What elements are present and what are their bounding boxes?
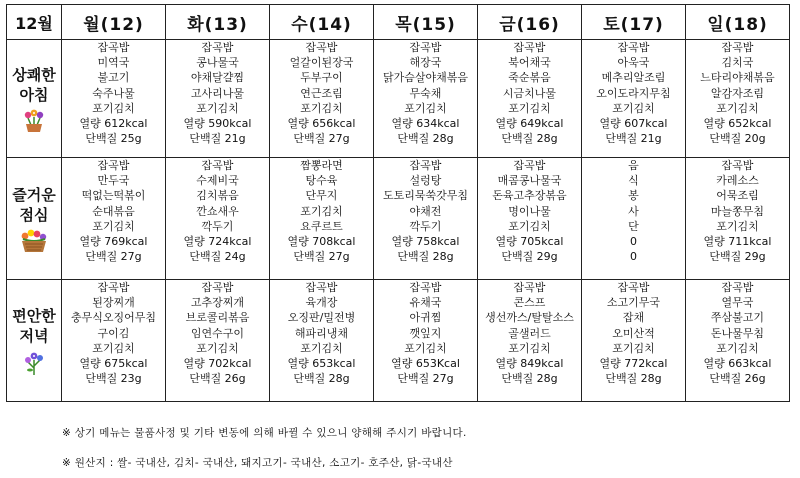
menu-item: 단백질 28g [397, 132, 454, 146]
menu-item: 0 [630, 235, 637, 249]
menu-item: 열량 849kcal [495, 357, 564, 371]
menu-item: 불고기 [97, 71, 130, 85]
day-header-wed: 수(14) [270, 5, 374, 40]
menu-item: 잡곡밥 [721, 281, 754, 294]
menu-item: 아욱국 [617, 56, 650, 70]
menu-cell-breakfast-thu [374, 40, 478, 158]
menu-item: 열량 612kcal [79, 117, 148, 131]
menu-item: 단백질 26g [709, 372, 766, 386]
menu-item: 열량 702kcal [183, 357, 252, 371]
menu-item: 포기김치 [508, 219, 551, 233]
weekly-menu-table [6, 4, 790, 402]
menu-item: 탕수육 [305, 174, 338, 188]
menu-cell-lunch-sat [582, 158, 686, 280]
menu-item: 포기김치 [196, 341, 239, 355]
menu-item: 잡곡밥 [617, 281, 650, 294]
menu-item: 잡곡밥 [97, 281, 130, 294]
menu-item: 브로콜리볶음 [185, 311, 250, 325]
menu-item: 포기김치 [300, 204, 343, 218]
menu-item: 미역국 [97, 56, 130, 70]
menu-item: 알감자조림 [710, 86, 765, 100]
menu-item: 깍두기 [201, 219, 234, 233]
menu-item: 열량 653Kcal [391, 357, 460, 371]
meal-row-dinner [7, 280, 790, 402]
menu-cell-breakfast-fri [478, 40, 582, 158]
day-header-fri: 금(16) [478, 5, 582, 40]
menu-cell-lunch-tue [166, 158, 270, 280]
menu-item: 연근조림 [300, 86, 343, 100]
menu-item: 단백질 25g [85, 132, 142, 146]
menu-item: 떡없는떡볶이 [81, 189, 146, 203]
menu-item: 어묵조림 [716, 189, 759, 203]
meal-label-dinner [7, 280, 62, 402]
menu-item: 두부구이 [300, 71, 343, 85]
menu-item: 포기김치 [508, 341, 551, 355]
menu-item: 열량 708kcal [287, 235, 356, 249]
menu-item: 잡곡밥 [305, 281, 338, 294]
menu-cell-lunch-mon [62, 158, 166, 280]
meal-label-line: 저녁 [19, 326, 49, 345]
menu-item: 포기김치 [716, 101, 759, 115]
menu-item: 잡곡밥 [409, 41, 442, 54]
menu-item: 마늘쫑무침 [710, 204, 765, 218]
menu-item: 닭가슴살야채볶음 [382, 71, 468, 85]
menu-item: 깍두기 [409, 219, 442, 233]
menu-item: 단무지 [305, 189, 338, 203]
menu-item: 카레소스 [716, 174, 759, 188]
menu-item: 잡곡밥 [721, 159, 754, 172]
menu-item: 포기김치 [92, 219, 135, 233]
menu-item: 야채전 [409, 204, 442, 218]
menu-item: 잡곡밥 [201, 41, 234, 54]
menu-item: 열무국 [721, 296, 754, 310]
menu-cell-breakfast-sat [582, 40, 686, 158]
menu-cell-breakfast-sun [686, 40, 790, 158]
menu-item: 도토리묵쑥갓무침 [382, 189, 468, 203]
menu-item: 포기김치 [300, 101, 343, 115]
menu-item: 단백질 23g [85, 372, 142, 386]
flower-pot-icon [7, 107, 61, 133]
meal-row-breakfast [7, 40, 790, 158]
menu-item: 해장국 [409, 56, 442, 70]
meal-label-line: 편안한 [12, 306, 56, 325]
menu-item: 포기김치 [404, 101, 447, 115]
menu-item: 만두국 [97, 174, 130, 188]
menu-item: 잡곡밥 [201, 159, 234, 172]
menu-cell-breakfast-tue [166, 40, 270, 158]
menu-item: 육개장 [305, 296, 338, 310]
menu-item: 임연수구이 [190, 326, 245, 340]
menu-item: 포기김치 [716, 219, 759, 233]
menu-item: 열량 590kcal [183, 117, 252, 131]
menu-item: 돈나물무침 [710, 326, 765, 340]
menu-item: 북어채국 [508, 56, 551, 70]
menu-item: 콘스프 [513, 296, 546, 310]
menu-item: 열량 772kcal [599, 357, 668, 371]
day-header-sun: 일(18) [686, 5, 790, 40]
menu-item: 단백질 29g [501, 250, 558, 264]
menu-item: 포기김치 [716, 341, 759, 355]
menu-item: 열량 607kcal [599, 117, 668, 131]
menu-item: 얼갈이된장국 [289, 56, 354, 70]
menu-cell-dinner-wed [270, 280, 374, 402]
menu-item: 잡곡밥 [97, 159, 130, 172]
menu-item: 열량 653kcal [287, 357, 356, 371]
menu-item: 쭈삼불고기 [710, 311, 765, 325]
menu-item: 잡곡밥 [513, 159, 546, 172]
menu-item: 단백질 28g [605, 372, 662, 386]
menu-item: 순대볶음 [92, 204, 135, 218]
menu-item: 잡곡밥 [97, 41, 130, 54]
menu-item: 0 [630, 250, 637, 264]
menu-item: 단백질 28g [501, 372, 558, 386]
day-header-mon: 월(12) [62, 5, 166, 40]
menu-item: 깐쇼새우 [196, 204, 239, 218]
menu-item: 오미산적 [612, 326, 655, 340]
notes [62, 418, 467, 478]
menu-item: 단백질 27g [397, 372, 454, 386]
menu-item: 포기김치 [300, 341, 343, 355]
menu-cell-dinner-fri [478, 280, 582, 402]
menu-item: 포기김치 [92, 341, 135, 355]
menu-cell-breakfast-mon [62, 40, 166, 158]
menu-item: 야채달걀찜 [190, 71, 245, 85]
menu-item: 시금치나물 [502, 86, 557, 100]
menu-item: 단백질 27g [293, 132, 350, 146]
menu-item: 돈육고추장볶음 [492, 189, 567, 203]
origin-text: ※ 원산지 : 쌀- 국내산, 김치- 국내산, 돼지고기- 국내산, 소고기- 호주산, 닭-국내산 [62, 457, 453, 469]
menu-item: 짬뽕라면 [300, 159, 343, 172]
menu-item: 단 [628, 219, 639, 233]
menu-item: 단백질 21g [605, 132, 662, 146]
menu-item: 봉 [628, 189, 639, 203]
meal-label-line: 점심 [19, 205, 49, 224]
notice-text: ※ 상기 메뉴는 물품사정 및 기타 변동에 의해 바뀔 수 있으니 양해해 주시기 바랍니다. [62, 427, 467, 439]
menu-item: 단백질 28g [397, 250, 454, 264]
menu-item: 소고기무국 [606, 296, 661, 310]
menu-item: 된장찌개 [92, 296, 135, 310]
menu-item: 잡곡밥 [721, 41, 754, 54]
meal-label-lunch [7, 158, 62, 280]
menu-item: 잡곡밥 [201, 281, 234, 294]
menu-item: 단백질 26g [189, 372, 246, 386]
menu-item: 열량 649kcal [495, 117, 564, 131]
menu-cell-lunch-sun [686, 158, 790, 280]
menu-item: 고추장찌개 [190, 296, 245, 310]
menu-item: 포기김치 [612, 341, 655, 355]
menu-cell-breakfast-wed [270, 40, 374, 158]
meal-row-lunch [7, 158, 790, 280]
menu-item: 충무식오징어무침 [70, 311, 156, 325]
meal-label-breakfast [7, 40, 62, 158]
day-header-sat: 토(17) [582, 5, 686, 40]
menu-item: 깻잎지 [409, 326, 442, 340]
menu-item: 해파리냉채 [294, 326, 349, 340]
header-row [7, 5, 790, 40]
menu-item: 열량 663kcal [703, 357, 772, 371]
menu-item: 식 [628, 174, 639, 188]
menu-item: 명이나물 [508, 204, 551, 218]
menu-item: 수제비국 [196, 174, 239, 188]
menu-item: 열량 769kcal [79, 235, 148, 249]
menu-item: 잡곡밥 [513, 281, 546, 294]
menu-cell-lunch-wed [270, 158, 374, 280]
menu-item: 매콤콩나물국 [497, 174, 562, 188]
menu-cell-dinner-thu [374, 280, 478, 402]
menu-cell-dinner-sun [686, 280, 790, 402]
menu-item: 잡곡밥 [617, 41, 650, 54]
menu-item: 콩나물국 [196, 56, 239, 70]
flower-sprig-icon [7, 348, 61, 376]
menu-item: 김치볶음 [196, 189, 239, 203]
day-header-thu: 목(15) [374, 5, 478, 40]
menu-cell-dinner-sat [582, 280, 686, 402]
menu-item: 아귀찜 [409, 311, 442, 325]
menu-item: 잡곡밥 [409, 159, 442, 172]
menu-item: 김치국 [721, 56, 754, 70]
day-header-tue: 화(13) [166, 5, 270, 40]
menu-item: 잡채 [622, 311, 645, 325]
menu-item: 생선까스/탈탈소스 [485, 311, 574, 325]
menu-item: 구이김 [97, 326, 130, 340]
menu-item: 고사리나물 [190, 86, 245, 100]
menu-item: 오이도라지무침 [596, 86, 671, 100]
menu-item: 유채국 [409, 296, 442, 310]
menu-item: 열량 634kcal [391, 117, 460, 131]
meal-label-line: 아침 [19, 85, 49, 104]
menu-item: 단백질 28g [501, 132, 558, 146]
menu-item: 단백질 21g [189, 132, 246, 146]
menu-item: 설렁탕 [409, 174, 442, 188]
menu-cell-dinner-tue [166, 280, 270, 402]
menu-item: 열량 652kcal [703, 117, 772, 131]
menu-item: 단백질 27g [293, 250, 350, 264]
month-header: 12월 [7, 5, 62, 40]
menu-item: 열량 656kcal [287, 117, 356, 131]
menu-item: 단백질 28g [293, 372, 350, 386]
menu-item: 열량 758kcal [391, 235, 460, 249]
menu-item: 열량 705kcal [495, 235, 564, 249]
menu-item: 단백질 27g [85, 250, 142, 264]
menu-item: 사 [628, 204, 639, 218]
menu-item: 잡곡밥 [513, 41, 546, 54]
menu-cell-lunch-thu [374, 158, 478, 280]
menu-item: 포기김치 [612, 101, 655, 115]
menu-item: 느타리야채볶음 [700, 71, 775, 85]
meal-label-line: 즐거운 [12, 185, 56, 204]
meal-label-line: 상쾌한 [12, 65, 56, 84]
menu-item: 열량 711kcal [703, 235, 772, 249]
menu-item: 포기김치 [196, 101, 239, 115]
menu-item: 잡곡밥 [305, 41, 338, 54]
menu-item: 열량 675kcal [79, 357, 148, 371]
menu-item: 음 [628, 159, 639, 172]
menu-item: 메추리알조림 [601, 71, 666, 85]
menu-item: 단백질 24g [189, 250, 246, 264]
flower-basket-icon [7, 227, 61, 253]
menu-item: 무숙채 [409, 86, 442, 100]
menu-item: 잡곡밥 [409, 281, 442, 294]
menu-item: 단백질 20g [709, 132, 766, 146]
menu-item: 숙주나물 [92, 86, 135, 100]
menu-cell-dinner-mon [62, 280, 166, 402]
menu-item: 골샐러드 [508, 326, 551, 340]
menu-item: 포기김치 [508, 101, 551, 115]
menu-item: 요쿠르트 [300, 219, 343, 233]
menu-body [7, 40, 790, 402]
menu-cell-lunch-fri [478, 158, 582, 280]
menu-item: 죽순볶음 [508, 71, 551, 85]
menu-item: 포기김치 [92, 101, 135, 115]
menu-item: 단백질 29g [709, 250, 766, 264]
menu-item: 열량 724kcal [183, 235, 252, 249]
menu-item: 오징판/밀전병 [287, 311, 356, 325]
menu-item: 포기김치 [404, 341, 447, 355]
